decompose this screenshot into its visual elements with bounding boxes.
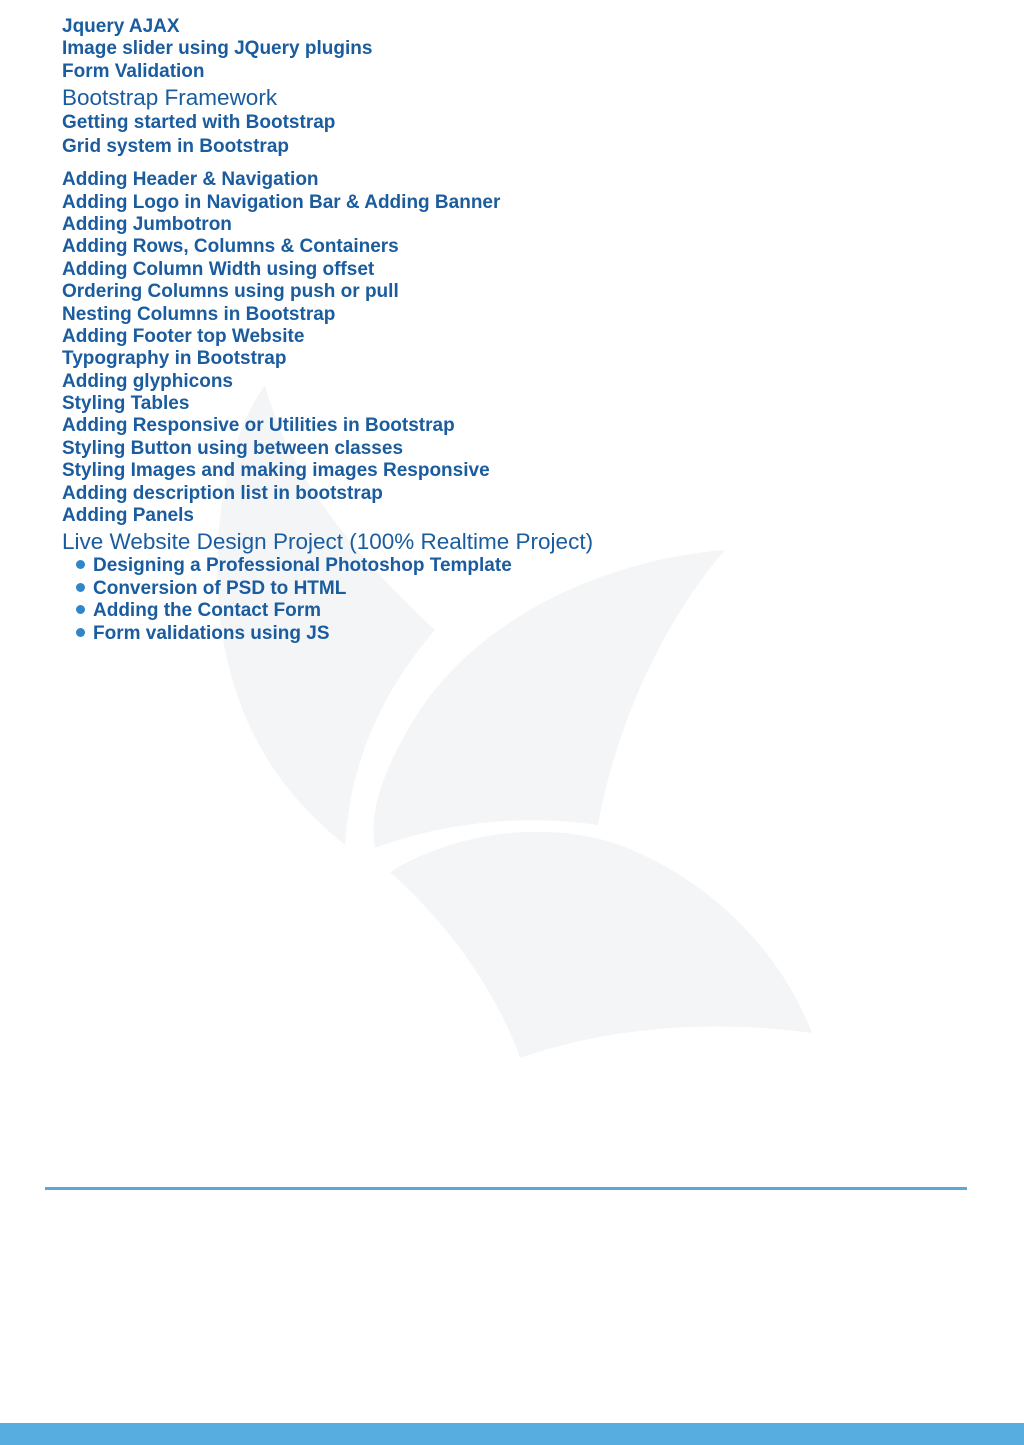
project-bullet-list [62,555,962,645]
bullet-icon [76,560,85,569]
topic-item: Typography in Bootstrap [62,348,287,370]
topic-item: Image slider using JQuery plugins [62,38,373,60]
list-item-label: Designing a Professional Photoshop Template [93,555,512,577]
list-item [62,600,962,622]
topic-item: Adding Column Width using offset [62,258,375,280]
topic-item: Nesting Columns in Bootstrap [62,303,336,325]
course-content [62,16,962,645]
topic-item: Adding Footer top Website [62,325,305,347]
list-item-label: Conversion of PSD to HTML [93,577,347,599]
topic-item: Adding Jumbotron [62,213,232,235]
topic-item: Adding description list in bootstrap [62,482,383,504]
section-title-project: Live Website Design Project (100% Realtime Project) [62,529,594,555]
bullet-icon [76,583,85,592]
topic-item: Adding Logo in Navigation Bar & Adding Banner [62,191,501,213]
bootstrap-topic-list [62,169,962,527]
list-item [62,623,962,645]
topic-item: Adding Rows, Columns & Containers [62,236,399,258]
bootstrap-intro-list [62,111,962,159]
topic-item: Adding glyphicons [62,370,233,392]
list-item-label: Adding the Contact Form [93,600,321,622]
topic-item: Styling Button using between classes [62,437,404,459]
topic-item: Getting started with Bootstrap [62,112,336,134]
topic-item: Styling Images and making images Responsive [62,460,490,482]
list-item-label: Form validations using JS [93,622,330,644]
bullet-icon [76,628,85,637]
bullet-icon [76,605,85,614]
topic-item: Adding Responsive or Utilities in Bootstrap [62,415,455,437]
watermark-petal-bottom [390,832,812,1058]
topic-item: Adding Panels [62,505,194,527]
bottom-color-band [0,1423,1024,1445]
topic-item: Jquery AJAX [62,16,180,37]
list-item [62,555,962,577]
topic-item: Ordering Columns using push or pull [62,281,399,303]
section-title-bootstrap: Bootstrap Framework [62,85,278,111]
footer-divider [45,1187,967,1190]
topic-item: Styling Tables [62,393,190,415]
topic-item: Adding Header & Navigation [62,169,319,191]
list-item [62,578,962,600]
topic-item: Form Validation [62,60,205,82]
topic-item: Grid system in Bootstrap [62,136,289,158]
jquery-topic-list [62,16,962,83]
